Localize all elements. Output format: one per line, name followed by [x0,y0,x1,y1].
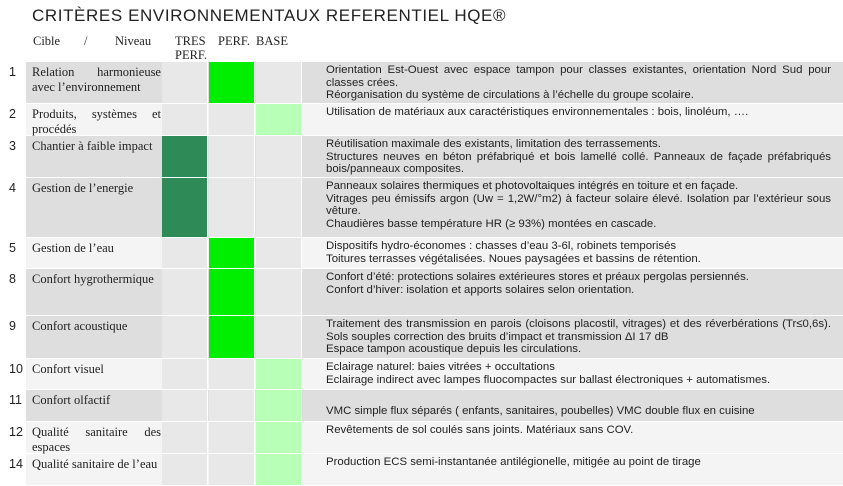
level-cell-perf [209,422,255,454]
level-cell-perf [209,269,255,316]
row-cible: Gestion de l’eau [32,241,114,255]
description-line: Structures neuves en béton préfabriqué et bois lamellé collé. Panneaux de façade préfabriqués bois/panneaux composites. [326,150,831,175]
description-line: Chaudières basse température HR (≥ 93%) montées en cascade. [326,217,657,230]
level-cell-tres-perf [162,422,208,454]
level-cell-base [256,316,302,359]
level-cell-base [256,359,302,390]
row-number: 4 [9,181,16,195]
level-cell-tres-perf [162,454,208,486]
level-cell-perf [209,454,255,486]
row-number: 5 [9,241,16,255]
table-row [0,238,843,269]
row-number: 9 [9,319,16,333]
level-cell-base [256,390,302,422]
row-cible: Confort hygrothermique [32,272,154,286]
description-line: Dispositifs hydro-économes : chasses d’eau 3-6l, robinets temporisés [326,240,677,252]
description-line: Traitement des transmission en parois (cloisons placostil, vitrages) et des réverbérations (Tr≤0,6s). Sols souples correction des bruits d’impact et transmission ΔI 17 dB [326,318,831,343]
level-cell-base [256,136,302,178]
level-cell-base [256,62,302,104]
description-line: Vitrages peu émissifs argon (Uw = 1,2W/°m2) à facteur solaire élevé. Isolation par l’extérieur sous vêture. [326,192,831,217]
row-number: 8 [9,272,16,286]
row-cible: Gestion de l’energie [32,181,134,195]
description-line: Toitures terrasses végétalisées. Noues paysagées et bassins de rétention. [326,252,701,265]
description-line [326,392,831,405]
level-cell-tres-perf [162,178,208,238]
level-cell-base [256,422,302,454]
row-number: 2 [9,107,16,121]
row-number: 14 [9,457,23,471]
table-row [0,62,843,104]
table-row [0,316,843,359]
header-cible: Cible [33,34,61,48]
page-title: CRITÈRES ENVIRONNEMENTAUX REFERENTIEL HQE® [32,6,507,25]
level-cell-tres-perf [162,136,208,178]
description-line: Production ECS semi-instantanée antilégionelle, mitigée au point de tirage [326,456,701,468]
description-line: Confort d’hiver: isolation et apports solaires selon orientation. [326,283,635,296]
level-cell-base [256,104,302,136]
level-cell-perf [209,390,255,422]
row-description [303,359,843,390]
row-description [303,422,843,454]
level-cell-perf [209,238,255,269]
level-cell-tres-perf [162,62,208,104]
level-cell-perf [209,62,255,104]
level-cell-base [256,238,302,269]
description-line: Orientation Est-Ouest avec espace tampon pour classes existantes, orientation Nord Sud pour classes crées. [326,64,831,89]
row-description [303,316,843,359]
table-row [0,422,843,454]
level-cell-base [256,269,302,316]
level-cell-perf [209,136,255,178]
level-cell-tres-perf [162,104,208,136]
description-line: Revêtements de sol coulés sans joints. Matériaux sans COV. [326,424,634,436]
description-line: Utilisation de matériaux aux caractéristiques environnementales : bois, linoléum, …. [326,106,749,118]
header-base: BASE [256,34,288,48]
level-cell-tres-perf [162,238,208,269]
table-row [0,269,843,316]
level-cell-tres-perf [162,269,208,316]
header-niveau: Niveau [115,34,152,48]
description-line: VMC simple flux séparés ( enfants, sanitaires, poubelles) VMC double flux en cuisine [326,404,755,417]
row-cible: Confort olfactif [32,393,111,407]
level-cell-tres-perf [162,390,208,422]
level-cell-perf [209,359,255,390]
row-cible: Confort visuel [32,362,104,376]
header-perf: PERF. [218,34,251,48]
row-description [303,104,843,136]
row-number: 1 [9,65,16,79]
level-cell-perf [209,316,255,359]
description-line: Réutilisation maximale des existants, limitation des terrassements. [326,138,661,150]
row-description [303,454,843,486]
description-line: Confort d’été: protections solaires extérieures stores et préaux pergolas persiennés. [326,271,749,283]
level-cell-perf [209,104,255,136]
row-description [303,269,843,316]
row-cible: Qualité sanitaire des espaces [32,425,161,454]
row-cible: Confort acoustique [32,319,128,333]
description-line: Eclairage naturel: baies vitrées + occultations [326,361,555,373]
row-description [303,136,843,178]
row-cible: Chantier à faible impact [32,139,153,153]
description-line: Espace tampon acoustique depuis les circulations. [326,343,582,355]
level-cell-base [256,178,302,238]
row-number: 3 [9,139,16,153]
row-description [303,62,843,104]
level-cell-perf [209,178,255,238]
table-row [0,104,843,136]
row-cible: Qualité sanitaire de l’eau [32,457,158,471]
row-description [303,390,843,422]
header-slash: / [84,34,88,48]
description-line: Panneaux solaires thermiques et photovoltaiques intégrés en toiture et en façade. [326,180,739,192]
table-row [0,178,843,238]
row-description [303,178,843,238]
row-cible: Produits, systèmes et procédés [32,107,161,136]
description-line: Eclairage indirect avec lampes fluocompactes sur ballast électroniques + automatismes. [326,373,771,386]
row-number: 12 [9,425,23,439]
row-number: 10 [9,362,23,376]
row-cible: Relation harmonieuse avec l’environnement [32,65,161,94]
table-row [0,359,843,390]
table-row [0,390,843,422]
header-tres-perf: TRES PERF. [175,34,208,62]
level-cell-tres-perf [162,316,208,359]
description-line: Réorganisation du système de circulations à l’échelle du groupe scolaire. [326,89,694,101]
table-row [0,136,843,178]
row-description [303,238,843,269]
row-number: 11 [9,393,22,407]
level-cell-base [256,454,302,486]
level-cell-tres-perf [162,359,208,390]
table-row [0,454,843,486]
